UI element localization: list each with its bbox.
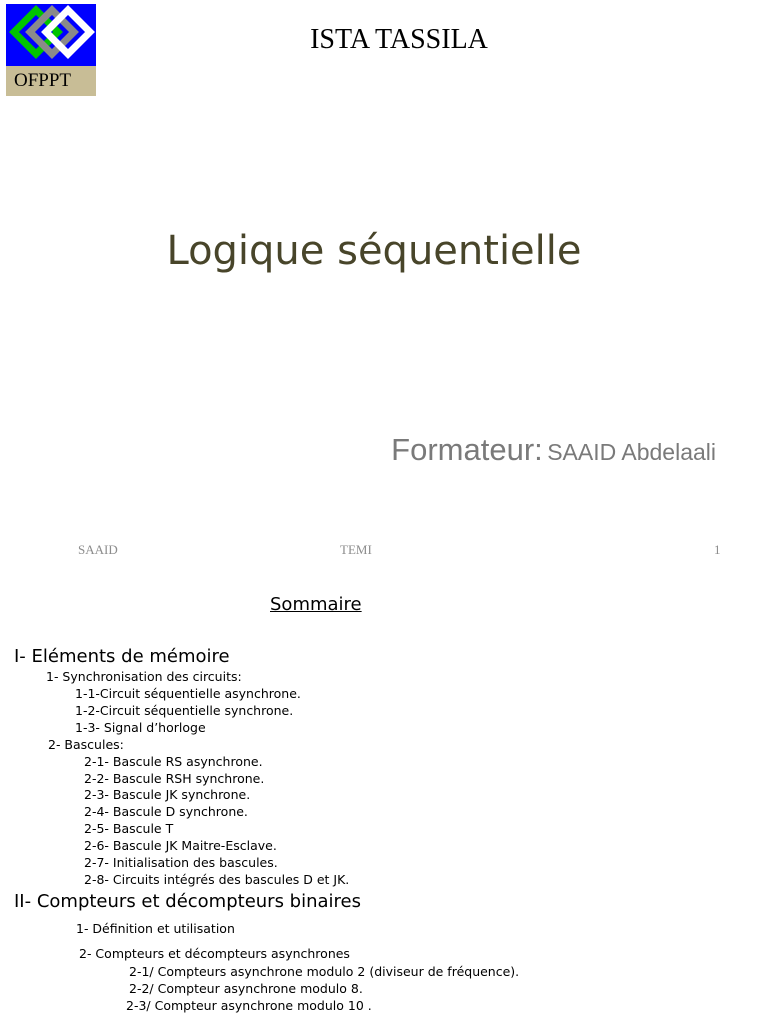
toc-item: 2-3/ Compteur asynchrone modulo 10 . [126, 998, 372, 1013]
page-number: 1 [714, 542, 721, 557]
toc-item: 2-2/ Compteur asynchrone modulo 8. [129, 981, 363, 996]
toc-item: 1- Synchronisation des circuits: [46, 669, 242, 684]
footer-center: TEMI [340, 542, 372, 557]
toc-item: 2-1- Bascule RS asynchrone. [84, 754, 263, 769]
toc-item: 2-4- Bascule D synchrone. [84, 804, 248, 819]
trainer-label: Formateur: [391, 432, 543, 467]
toc-item: 2-7- Initialisation des bascules. [84, 855, 278, 870]
toc-item: 1-2-Circuit séquentielle synchrone. [75, 703, 294, 718]
toc-section: II- Compteurs et décompteurs binaires [14, 891, 362, 912]
logo-label: OFPPT [6, 66, 96, 96]
toc-title: Sommaire [270, 594, 362, 615]
toc-item: 1-3- Signal d’horloge [75, 720, 206, 735]
toc-item: 2-3- Bascule JK synchrone. [84, 787, 251, 802]
trainer-line [391, 432, 716, 468]
footer-author: SAAID [78, 542, 118, 557]
toc-section: I- Eléments de mémoire [14, 646, 230, 667]
toc-item: 2- Bascules: [48, 737, 124, 752]
institute-name: ISTA TASSILA [310, 24, 488, 55]
toc-item: 1-1-Circuit séquentielle asynchrone. [75, 686, 301, 701]
slide-title: Logique séquentielle [166, 228, 582, 274]
toc-item: 2-1/ Compteurs asynchrone modulo 2 (diviseur de fréquence). [129, 964, 520, 979]
toc-item: 2-8- Circuits intégrés des bascules D et JK. [84, 872, 350, 887]
toc-item: 2-6- Bascule JK Maitre-Esclave. [84, 838, 277, 853]
toc-item: 2- Compteurs et décompteurs asynchrones [79, 946, 350, 961]
toc-item: 2-5- Bascule T [84, 821, 174, 836]
toc-item: 1- Définition et utilisation [76, 921, 235, 936]
trainer-name: SAAID Abdelaali [547, 439, 716, 465]
toc-item: 2-2- Bascule RSH synchrone. [84, 771, 265, 786]
